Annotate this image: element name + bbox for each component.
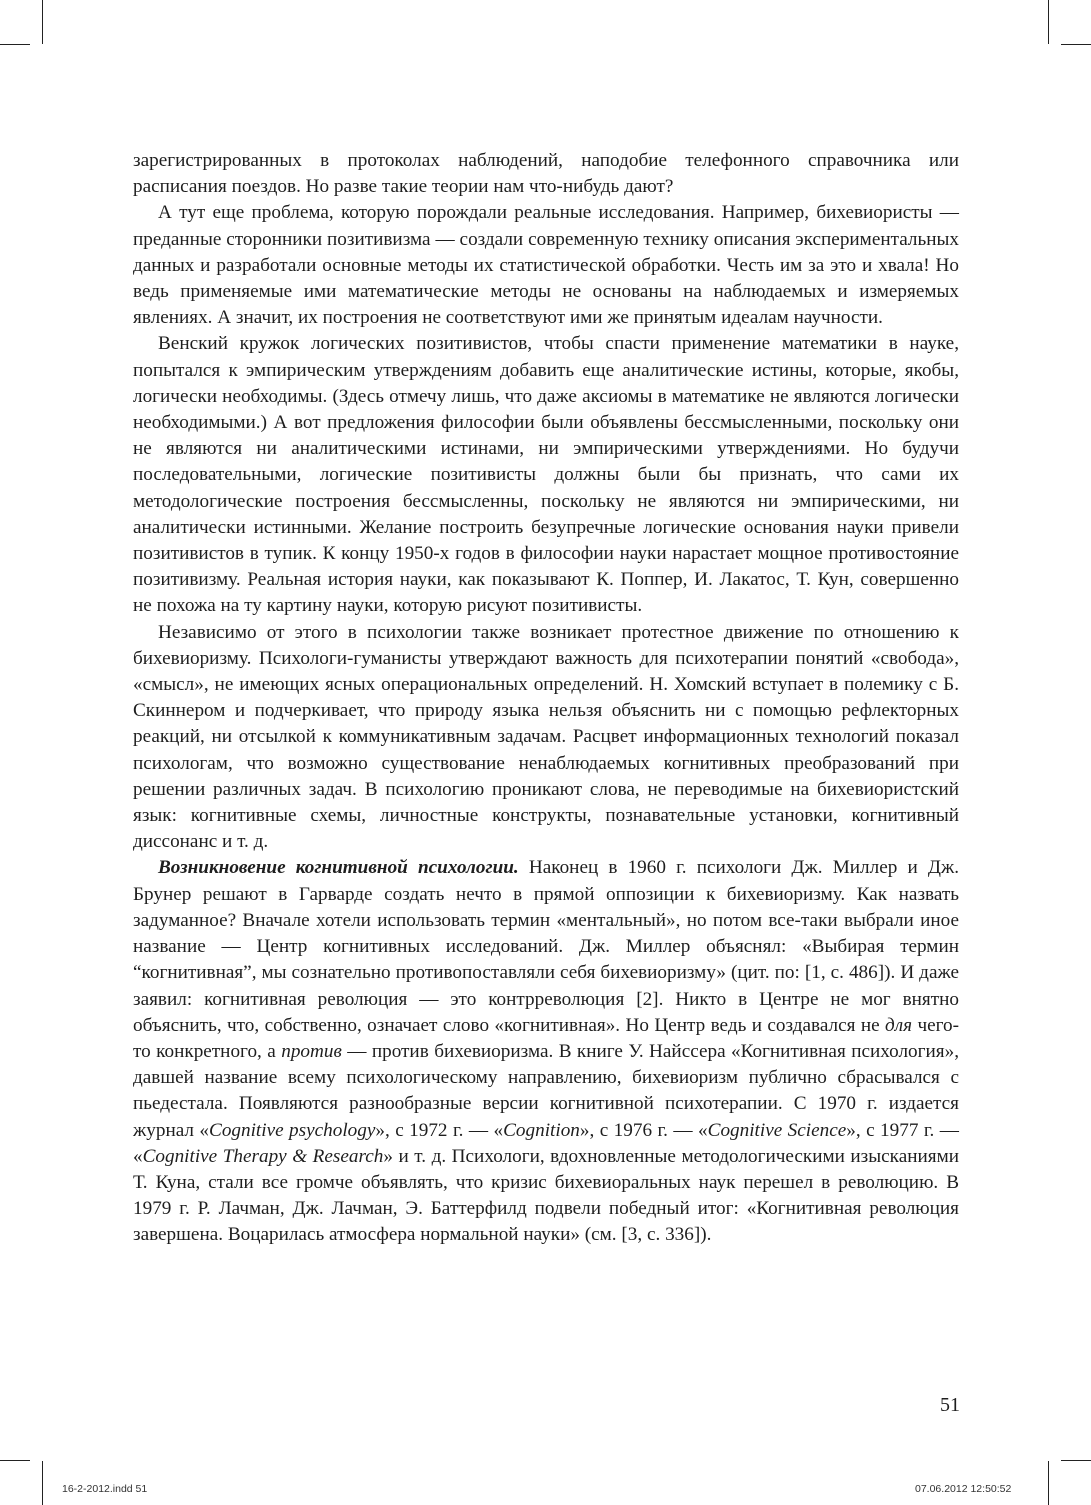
article-body bbox=[133, 148, 959, 1249]
section-heading: Возникновение когнитивной психологии. bbox=[158, 857, 519, 879]
italic-text: для bbox=[885, 1014, 913, 1036]
text-run: Наконец в 1960 г. психологи Дж. Миллер и Дж. Брунер решают в Гарварде создать нечто в прямой оппозиции к бихевиоризму. Как назвать задуманное? Вначале хотели использовать термин «ментальный», но потом все-таки выбрали иное название — Центр когнитивных исследований. Дж. Миллер объяснял: «Выбирая термин “когнитивная”, мы сознательно противопоставляли себя бихевиоризму» (цит. по: [1, с. 486]). И даже заявил: когнитивная революция — это контрреволюция [2]. Никто в Центре не мог внятно объяснить, что, собственно, означает слово «когнитивная». Но Центр ведь и создавался не bbox=[133, 857, 959, 1036]
text-run: », с 1976 г. — « bbox=[579, 1119, 708, 1141]
text-run: — против бихевиоризма. В книге У. Найссера «Когнитивная психология», давшей название всему психологическому направлению, бихевиоризм публично сбрасывался с пьедестала. Появляются разнообразные версии когнитивной психотерапии. С 1970 г. издается журнал « bbox=[133, 1040, 959, 1141]
text-run: Венский кружок логических позитивистов, чтобы спасти применение математики в науке, попытался к эмпирическим утверждениям добавить еще аналитические истины, которые, якобы, логически необходимы. (Здесь отмечу лишь, что даже аксиомы в математике не являются логически необходимыми.) А вот предложения философии были объявлены бессмысленными, поскольку они не являются ни аналитическими истинами, ни эмпирическими утверждениями. Но будучи последовательными, логические позитивисты должны были бы признать, что сами их методологические построения бессмысленны, поскольку не являются ни эмпирическими, ни аналитически истинными. Желание построить безупречные логические основания науки привели позитивистов в тупик. К концу 1950-х годов в философии науки нарастает мощное противостояние позитивизму. Реальная история науки, как показывают К. Поппер, И. Лакатос, Т. Кун, совершенно не похожа на ту картину науки, которую рисуют позитивисты. bbox=[133, 333, 959, 617]
text-run: » и т. д. Психологи, вдохновленные методологическими изысканиями Т. Куна, стали все громче объявлять, что кризис бихевиоральных наук перешел в революцию. В 1979 г. Р. Лачман, Дж. Лачман, Э. Баттерфилд подвели победный итог: «Когнитивная революция завершена. Воцарилась атмосфера нормальной науки» (см. [3, с. 336]). bbox=[133, 1145, 959, 1246]
crop-mark-top-left-vertical bbox=[42, 0, 43, 44]
paragraph bbox=[133, 855, 959, 1248]
italic-text: Cognition bbox=[503, 1119, 580, 1141]
paragraph bbox=[133, 331, 959, 619]
text-run: », с 1977 г. — « bbox=[133, 1119, 959, 1167]
crop-mark-top-right-vertical bbox=[1048, 0, 1049, 44]
text-run: Независимо от этого в психологии также возникает протестное движение по отношению к бихевиоризму. Психологи-гуманисты утверждают важность для психотерапии понятий «свобода», «смысл», не имеющих ясных операциональных определений. Н. Хомский вступает в полемику с Б. Скиннером и подчеркивает, что природу языка нельзя объяснить ни с помощью рефлекторных реакций, ни отсылкой к коммуникативным задачам. Расцвет информационных технологий показал психологам, что возможно существование ненаблюдаемых когнитивных преобразований при решении различных задач. В психологию проникают слова, не переводимые на бихевиористский язык: когнитивные схемы, личностные конструкты, познавательные установки, когнитивный диссонанс и т. д. bbox=[133, 621, 959, 853]
italic-text: против bbox=[281, 1040, 342, 1062]
paragraph bbox=[133, 620, 959, 856]
slug-timestamp: 07.06.2012 12:50:52 bbox=[915, 1483, 1012, 1495]
text-run: », с 1972 г. — « bbox=[375, 1119, 504, 1141]
paragraph bbox=[133, 200, 959, 331]
italic-text: Cognitive Science bbox=[707, 1119, 847, 1141]
text-run: зарегистрированных в протоколах наблюдений, наподобие телефонного справочника или расписания поездов. Но разве такие теории нам что-нибудь дают? bbox=[133, 150, 959, 198]
paragraph bbox=[133, 148, 959, 200]
text-run: А тут еще проблема, которую порождали реальные исследования. Например, бихевиористы — преданные сторонники позитивизма — создали современную технику описания экспериментальных данных и разработали основные методы их статистической обработки. Честь им за это и хвала! Но ведь применяемые ими математические методы не основаны на наблюдаемых и измеряемых явлениях. А значит, их построения не соответствуют ими же принятым идеалам научности. bbox=[133, 202, 959, 329]
text-run: чего-то конкретного, а bbox=[133, 1014, 959, 1062]
crop-mark-top-right-horizontal bbox=[1061, 44, 1091, 45]
italic-text: Cognitive psychology bbox=[209, 1119, 376, 1141]
crop-mark-bottom-left-vertical bbox=[42, 1461, 43, 1505]
page-number: 51 bbox=[940, 1394, 960, 1416]
italic-text: Cognitive Therapy & Research bbox=[142, 1145, 384, 1167]
slug-file-name: 16-2-2012.indd 51 bbox=[62, 1483, 148, 1495]
crop-mark-bottom-right-horizontal bbox=[1061, 1460, 1091, 1461]
crop-mark-top-left-horizontal bbox=[0, 44, 30, 45]
crop-mark-bottom-right-vertical bbox=[1048, 1461, 1049, 1505]
crop-mark-bottom-left-horizontal bbox=[0, 1460, 30, 1461]
